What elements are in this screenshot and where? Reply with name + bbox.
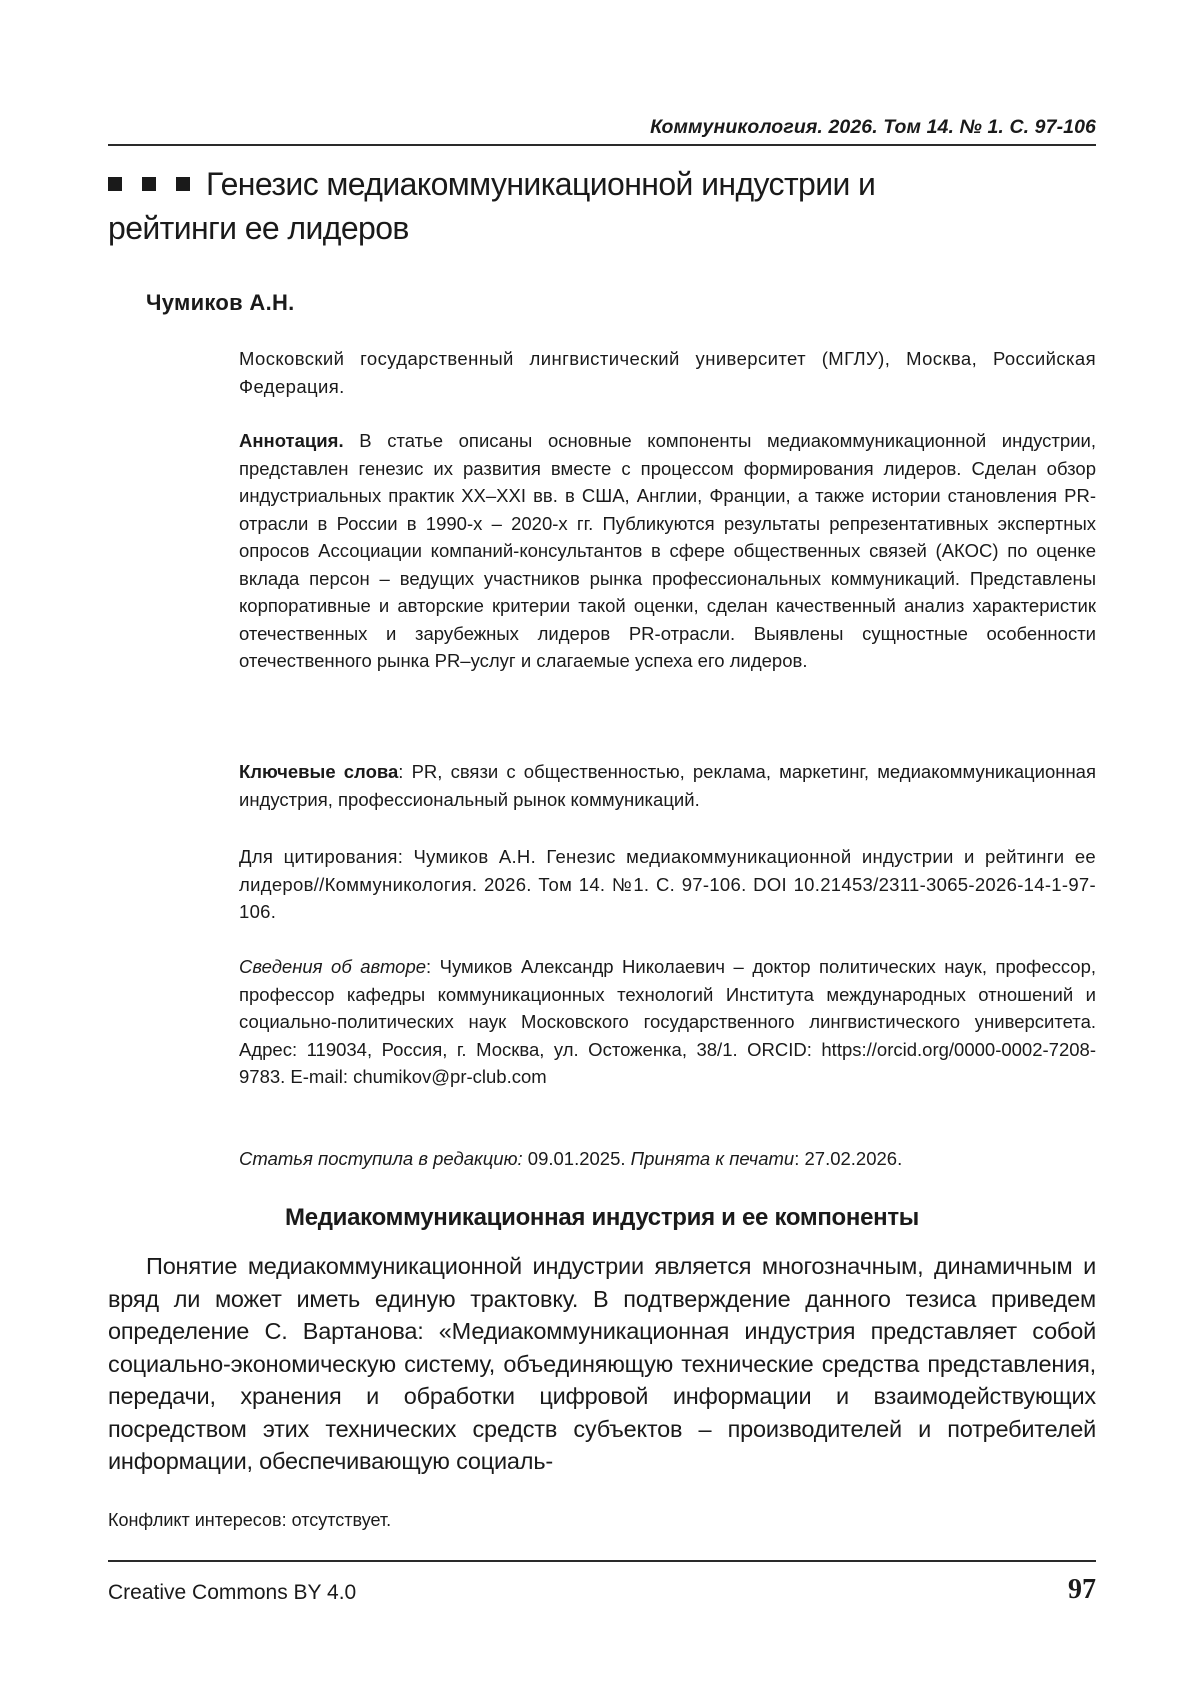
author-name: Чумиков А.Н. [146,290,295,315]
footer-rule [108,1560,1096,1562]
accepted-date: : 27.02.2026. [794,1148,903,1169]
bullet-square-icon [108,177,122,191]
article-title-block [108,162,1008,250]
page-number: 97 [1068,1574,1096,1605]
citation [239,843,1096,926]
received-label: Статья поступила в редакцию: [239,1148,523,1169]
received-date: 09.01.2025. [522,1148,631,1169]
body-paragraph: Понятие медиакоммуникационной индустрии является многозначным, динамичным и вряд ли может иметь единую трактовку. В подтверждение данного тезиса приведем определение С. Вартанова: «Медиакоммуникационная индустрия представляет собой социально-экономическую систему, объединяющую технические средства представления, передачи, хранения и обработки цифровой информации и взаимодействующих посредством этих технических средств субъектов – производителей и потребителей информации, обеспечивающую социаль- [108,1253,1096,1474]
bullet-square-icon [176,177,190,191]
abstract-label: Аннотация. [239,430,344,451]
keywords-text: : PR, связи с общественностью, реклама, маркетинг, медиакоммуникационная индустрия, профессиональный рынок коммуникаций. [239,761,1096,810]
citation-text: Для цитирования: Чумиков А.Н. Генезис медиакоммуникационной индустрии и рейтинги ее лидеров//Коммуникология. 2026. Том 14. №1. С. 97-106. DOI 10.21453/2311-3065-2026-14-1-97-106. [239,846,1096,922]
running-header: Коммуникология. 2026. Том 14. № 1. С. 97-106 [650,116,1096,138]
author-info-label: Сведения об авторе [239,956,427,977]
accepted-label: Принята к печати [630,1148,795,1169]
article-title: Генезис медиакоммуникационной индустрии и рейтинги ее лидеров [108,166,876,246]
author-info-text: : Чумиков Александр Николаевич – доктор политических наук, профессор, профессор кафедры коммуникационных технологий Института международных отношений и социально-политических наук Московского государственного лингвистического университета. Адрес: 119034, Россия, г. Москва, ул. Остоженка, 38/1. ORCID: https://orcid.org/0000-0002-7208-9783. E-mail: chumikov@pr-club.com [239,956,1096,1087]
article-dates [239,1145,1096,1173]
header-rule [108,144,1096,146]
affiliation [239,345,1096,400]
abstract [239,427,1096,675]
section-heading: Медиакоммуникационная индустрия и ее компоненты [285,1204,919,1231]
bullet-square-icon [142,177,156,191]
abstract-text: В статье описаны основные компоненты медиакоммуникационной индустрии, представлен генезис их развития вместе с процессом формирования лидеров. Сделан обзор индустриальных практик XX–XXI вв. в США, Англии, Франции, а также истории становления PR-отрасли в России в 1990-х – 2020-х гг. Публикуются результаты репрезентативных экспертных опросов Ассоциации компаний-консультантов в сфере общественных связей (АКОС) по оценке вклада персон – ведущих участников рынка профессиональных коммуникаций. Представлены корпоративные и авторские критерии такой оценки, сделан качественный анализ характеристик отечественных и зарубежных лидеров PR-отрасли. Выявлены сущностные особенности отечественного рынка PR–услуг и слагаемые успеха его лидеров. [239,430,1096,671]
keywords [239,758,1096,813]
license-text: Creative Commons BY 4.0 [108,1581,357,1604]
conflict-of-interest: Конфликт интересов: отсутствует. [108,1510,392,1530]
affiliation-text: Московский государственный лингвистический университет (МГЛУ), Москва, Российская Федерация. [239,348,1096,397]
keywords-label: Ключевые слова [239,761,399,782]
author-info [239,953,1096,1091]
